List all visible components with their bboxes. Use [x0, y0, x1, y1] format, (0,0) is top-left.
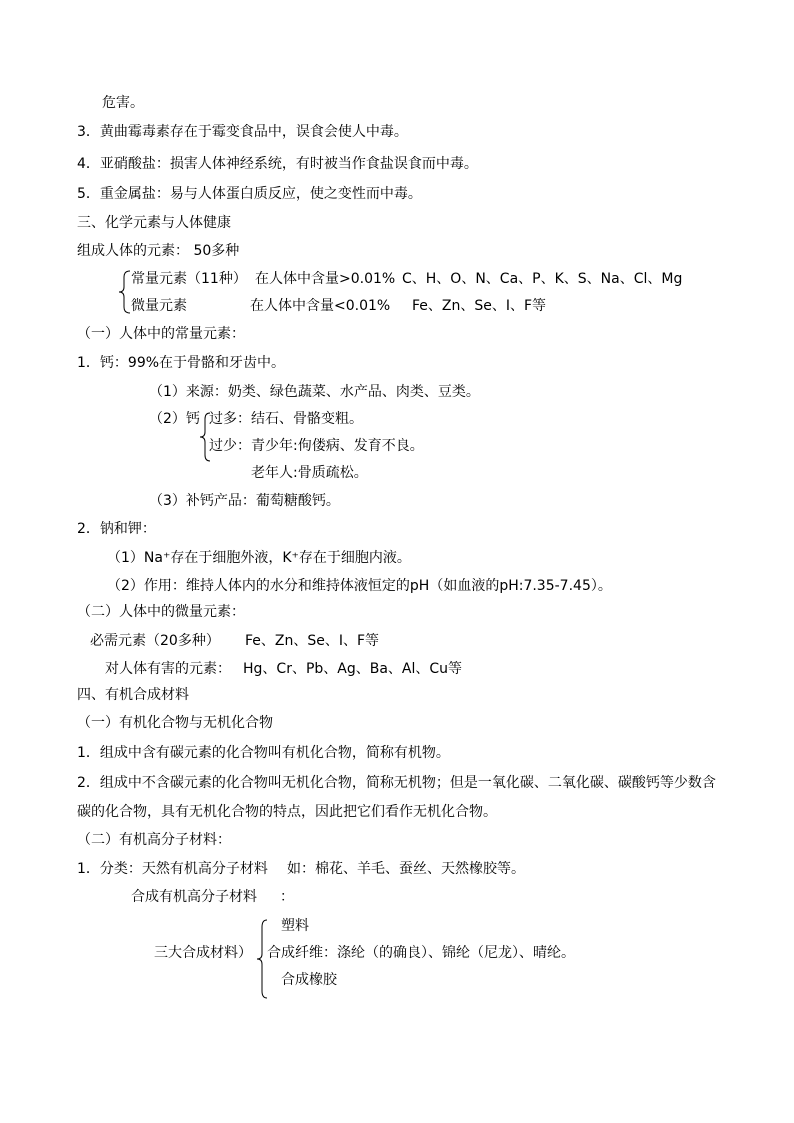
l04: 5．重金属盐：易与人体蛋白质反应，使之变性而中毒。 — [77, 186, 422, 202]
l20a: 必需元素（20多种） — [90, 633, 220, 649]
l29a: 合成有机高分子材料 — [131, 889, 257, 905]
l25: 2．组成中不含碳元素的化合物叫无机化合物，简称无机物；但是一氧化碳、二氧化碳、碳酸钙等少数含 — [77, 775, 716, 791]
l20b: Fe、Zn、Se、I、F等 — [245, 633, 380, 649]
l24: 1．组成中含有碳元素的化合物叫有机化合物，简称有机物。 — [77, 745, 450, 761]
l32: 合成橡胶 — [281, 972, 337, 988]
l29b: ： — [280, 889, 294, 905]
l10: 1．钙：99%在于骨骼和牙齿中。 — [77, 355, 286, 371]
l08a: 微量元素 — [131, 298, 187, 314]
l07c: C、H、O、N、Ca、P、K、S、Na、Cl、Mg — [402, 271, 683, 287]
l19: （二）人体中的微量元素： — [77, 604, 245, 620]
l08b: 在人体中含量<0.01% — [250, 298, 391, 314]
l08c: Fe、Zn、Se、I、F等 — [412, 298, 547, 314]
l31b: 合成纤维：涤纶（的确良）、锦纶（尼龙）、晴纶。 — [267, 945, 575, 961]
l05: 三、化学元素与人体健康 — [77, 215, 231, 231]
l15: （3）补钙产品：葡萄糖酸钙。 — [149, 493, 340, 509]
l18: （2）作用：维持人体内的水分和维持体液恒定的pH（如血液的pH:7.35-7.45）。 — [107, 578, 612, 594]
l12a: （2）钙 — [149, 411, 200, 427]
l16: 2．钠和钾： — [77, 521, 156, 537]
l12b: 过多：结石、骨骼变粗。 — [209, 411, 363, 427]
l14: 老年人:骨质疏松。 — [251, 465, 368, 481]
l06: 组成人体的元素： 50多种 — [77, 243, 240, 259]
l26: 碳的化合物，具有无机化合物的特点，因此把它们看作无机化合物。 — [77, 804, 497, 820]
l07a: 常量元素（11种） — [131, 271, 247, 287]
l28a: 1．分类：天然有机高分子材料 — [77, 861, 268, 877]
l23: （一）有机化合物与无机化合物 — [77, 715, 273, 731]
l31a: 三大合成材料） — [154, 945, 252, 961]
l21b: Hg、Cr、Pb、Ag、Ba、Al、Cu等 — [243, 661, 463, 677]
l17: （1）Na⁺存在于细胞外液，K⁺存在于细胞内液。 — [107, 550, 411, 566]
l09: （一）人体中的常量元素： — [77, 326, 245, 342]
brace-1 — [118, 270, 132, 314]
l11: （1）来源：奶类、绿色蔬菜、水产品、肉类、豆类。 — [149, 384, 480, 400]
l21a: 对人体有害的元素： — [105, 661, 231, 677]
l03: 4．亚硝酸盐：损害人体神经系统，有时被当作食盐误食而中毒。 — [77, 156, 478, 172]
l22: 四、有机合成材料 — [77, 687, 189, 703]
l13: 过少：青少年:佝偻病、发育不良。 — [209, 438, 424, 454]
l07b: 在人体中含量>0.01% — [255, 271, 396, 287]
l28b: 如：棉花、羊毛、蚕丝、天然橡胶等。 — [287, 861, 525, 877]
l30: 塑料 — [281, 918, 309, 934]
l01: 危害。 — [102, 95, 144, 111]
l27: （二）有机高分子材料： — [77, 832, 231, 848]
l02: 3．黄曲霉毒素存在于霉变食品中，误食会使人中毒。 — [77, 124, 408, 140]
